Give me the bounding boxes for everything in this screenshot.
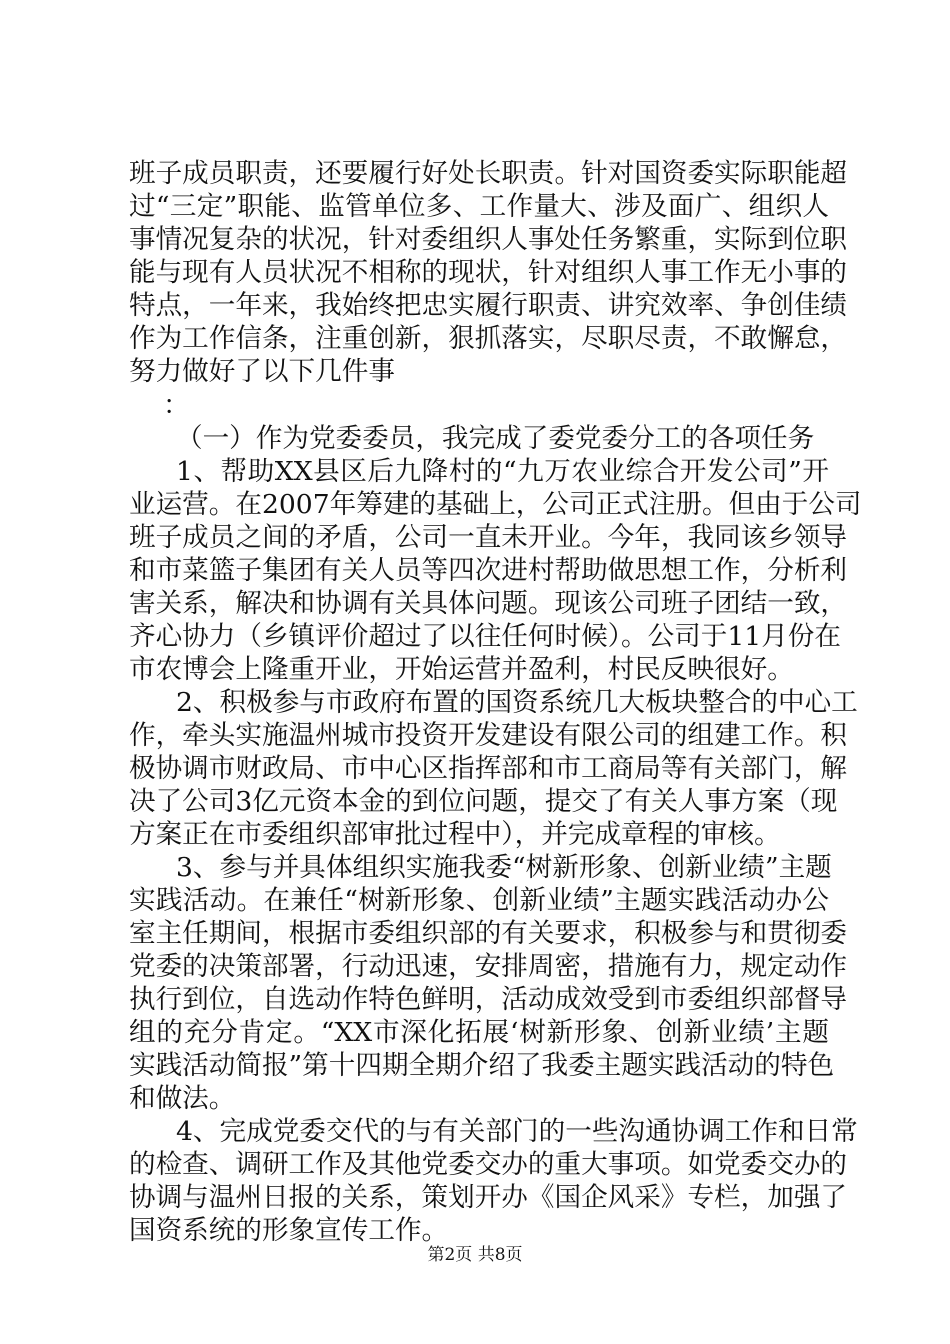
text-line: 决了公司3亿元资本金的到位问题，提交了有关人事方案（现	[129, 786, 838, 817]
text-line: 组的充分肯定。“XX市深化拓展‘树新形象、创新业绩’主题	[129, 1017, 829, 1048]
text-line: 的检查、调研工作及其他党委交办的重大事项。如党委交办的	[129, 1149, 848, 1180]
text-line: 极协调市财政局、市中心区指挥部和市工商局等有关部门，解	[129, 753, 848, 784]
text-line: 和市菜篮子集团有关人员等四次进村帮助做思想工作，分析利	[129, 555, 848, 586]
text-line: 实践活动。在兼任“树新形象、创新业绩”主题实践活动办公	[129, 885, 829, 916]
section-heading: （一）作为党委委员，我完成了委党委分工的各项任务	[176, 423, 815, 454]
text-line: 作，牵头实施温州城市投资开发建设有限公司的组建工作。积	[129, 720, 848, 751]
text-line: 执行到位，自选动作特色鲜明，活动成效受到市委组织部督导	[129, 984, 848, 1015]
text-line: 特点，一年来，我始终把忠实履行职责、讲究效率、争创佳绩	[129, 290, 848, 321]
text-line: 作为工作信条，注重创新，狠抓落实，尽职尽责，不敢懈怠，	[129, 323, 848, 354]
text-line: 党委的决策部署，行动迅速，安排周密，措施有力，规定动作	[129, 951, 848, 982]
text-line: 3、参与并具体组织实施我委“树新形象、创新业绩”主题	[176, 852, 832, 883]
text-line: 事情况复杂的状况，针对委组织人事处任务繁重，实际到位职	[129, 224, 848, 255]
text-line: 国资系统的形象宣传工作。	[129, 1215, 449, 1246]
text-line: 能与现有人员状况不相称的现状，针对组织人事工作无小事的	[129, 257, 848, 288]
text-line: 方案正在市委组织部审批过程中），并完成章程的审核。	[129, 819, 781, 850]
page-footer: 第2页 共8页	[427, 1245, 523, 1265]
text-line: 努力做好了以下几件事	[129, 356, 395, 387]
text-line: 害关系，解决和协调有关具体问题。现该公司班子团结一致，	[129, 588, 848, 619]
text-line: 市农博会上隆重开业，开始运营并盈利，村民反映很好。	[129, 654, 794, 685]
text-line: 实践活动简报”第十四期全期介绍了我委主题实践活动的特色	[129, 1050, 835, 1081]
text-line: 过“三定”职能、监管单位多、工作量大、涉及面广、组织人	[129, 191, 829, 222]
text-line: 4、完成党委交代的与有关部门的一些沟通协调工作和日常	[176, 1116, 858, 1147]
text-line: 业运营。在2007年筹建的基础上，公司正式注册。但由于公司	[129, 489, 862, 520]
text-line: ：	[163, 390, 190, 421]
text-line: 2、积极参与市政府布置的国资系统几大板块整合的中心工	[176, 687, 858, 718]
text-line: 1、帮助XX县区后九降村的“九万农业综合开发公司”开	[176, 456, 829, 487]
text-line: 和做法。	[129, 1083, 236, 1114]
text-line: 齐心协力（乡镇评价超过了以往任何时候）。公司于11月份在	[129, 621, 841, 652]
text-line: 班子成员职责，还要履行好处长职责。针对国资委实际职能超	[129, 158, 848, 189]
text-line: 室主任期间，根据市委组织部的有关要求，积极参与和贯彻委	[129, 918, 848, 949]
text-line: 协调与温州日报的关系，策划开办《国企风采》专栏，加强了	[129, 1182, 848, 1213]
text-line: 班子成员之间的矛盾，公司一直未开业。今年，我同该乡领导	[129, 522, 848, 553]
